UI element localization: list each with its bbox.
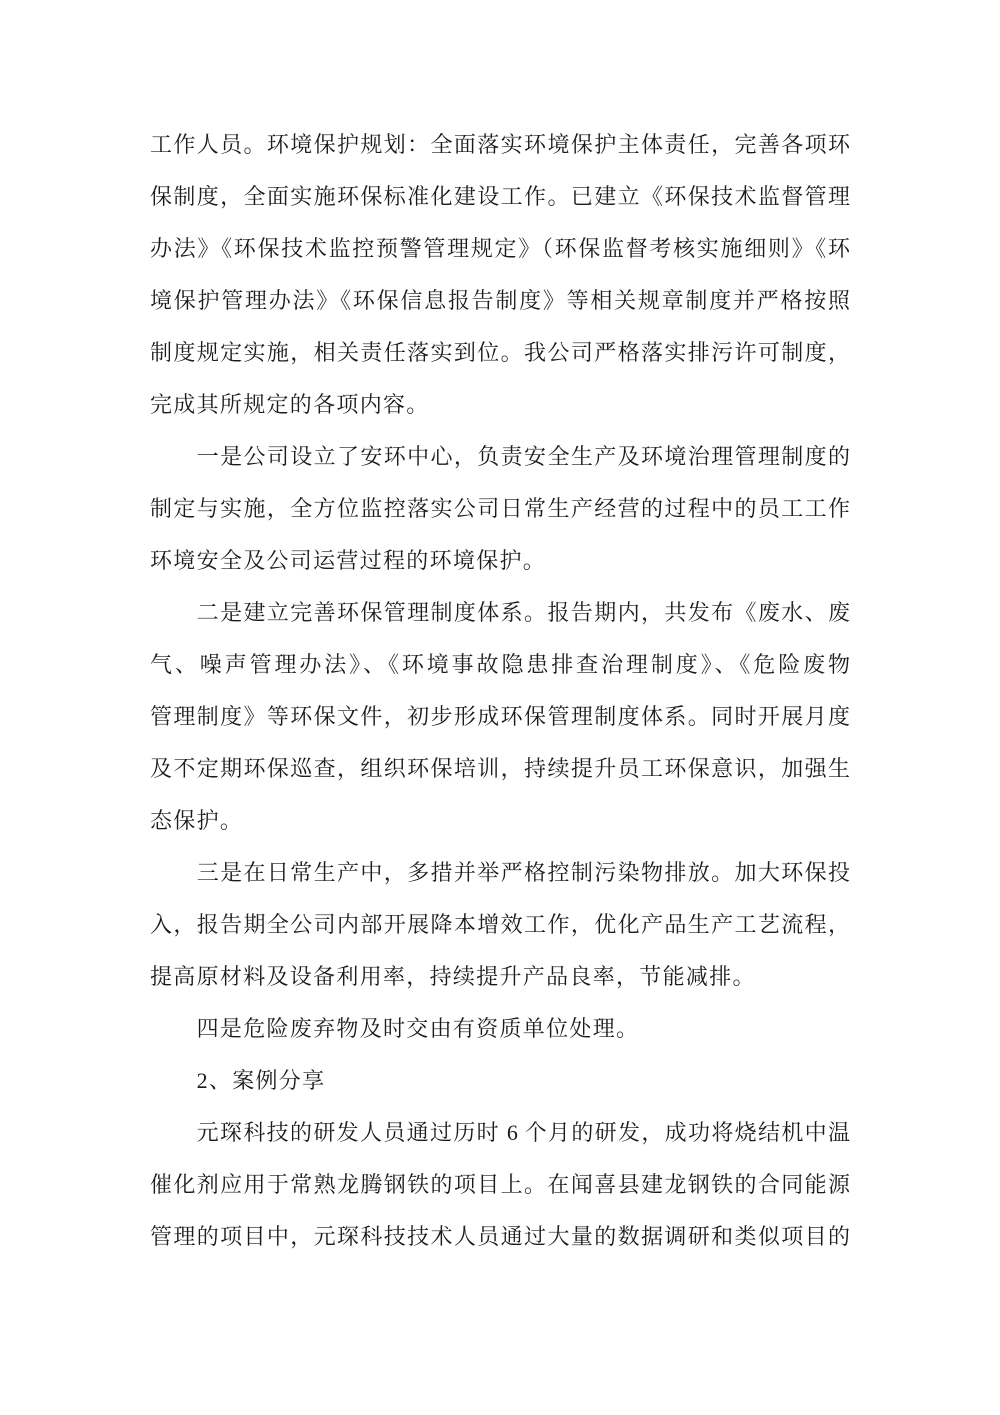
text-line paragraph-start: 元琛科技的研发人员通过历时 6 个月的研发，成功将烧结机中温 xyxy=(150,1120,850,1145)
text-line paragraph-start: 一是公司设立了安环中心，负责安全生产及环境治理管理制度的 xyxy=(150,444,850,469)
text-line: 工作人员。环境保护规划：全面落实环境保护主体责任，完善各项环 xyxy=(150,132,850,157)
document-text-body xyxy=(150,119,850,1263)
text-line: 气、噪声管理办法》、《环境事故隐患排查治理制度》、《危险废物 xyxy=(150,652,850,677)
text-line paragraph-start: 二是建立完善环保管理制度体系。报告期内，共发布《废水、废 xyxy=(150,600,850,625)
text-line: 及不定期环保巡查，组织环保培训，持续提升员工环保意识，加强生 xyxy=(150,756,850,781)
text-line: 入，报告期全公司内部开展降本增效工作，优化产品生产工艺流程， xyxy=(150,912,850,937)
text-line: 催化剂应用于常熟龙腾钢铁的项目上。在闻喜县建龙钢铁的合同能源 xyxy=(150,1172,850,1197)
text-line paragraph-start: 三是在日常生产中，多措并举严格控制污染物排放。加大环保投 xyxy=(150,860,850,885)
text-line: 境保护管理办法》《环保信息报告制度》等相关规章制度并严格按照 xyxy=(150,288,850,313)
text-line: 完成其所规定的各项内容。 xyxy=(150,392,430,417)
text-line: 制定与实施，全方位监控落实公司日常生产经营的过程中的员工工作 xyxy=(150,496,850,521)
text-line: 保制度，全面实施环保标准化建设工作。已建立《环保技术监督管理 xyxy=(150,184,850,209)
text-line: 管理的项目中，元琛科技技术人员通过大量的数据调研和类似项目的 xyxy=(150,1224,850,1249)
text-line: 环境安全及公司运营过程的环境保护。 xyxy=(150,548,547,573)
text-line: 管理制度》等环保文件，初步形成环保管理制度体系。同时开展月度 xyxy=(150,704,850,729)
text-line paragraph-start: 四是危险废弃物及时交由有资质单位处理。 xyxy=(150,1016,640,1041)
text-line: 提高原材料及设备利用率，持续提升产品良率，节能减排。 xyxy=(150,964,756,989)
section-heading-line: 2、案例分享 xyxy=(150,1068,326,1093)
text-line: 态保护。 xyxy=(150,808,244,833)
text-line: 办法》《环保技术监控预警管理规定》（环保监督考核实施细则》《环 xyxy=(150,236,850,261)
text-line: 制度规定实施，相关责任落实到位。我公司严格落实排污许可制度， xyxy=(150,340,850,365)
